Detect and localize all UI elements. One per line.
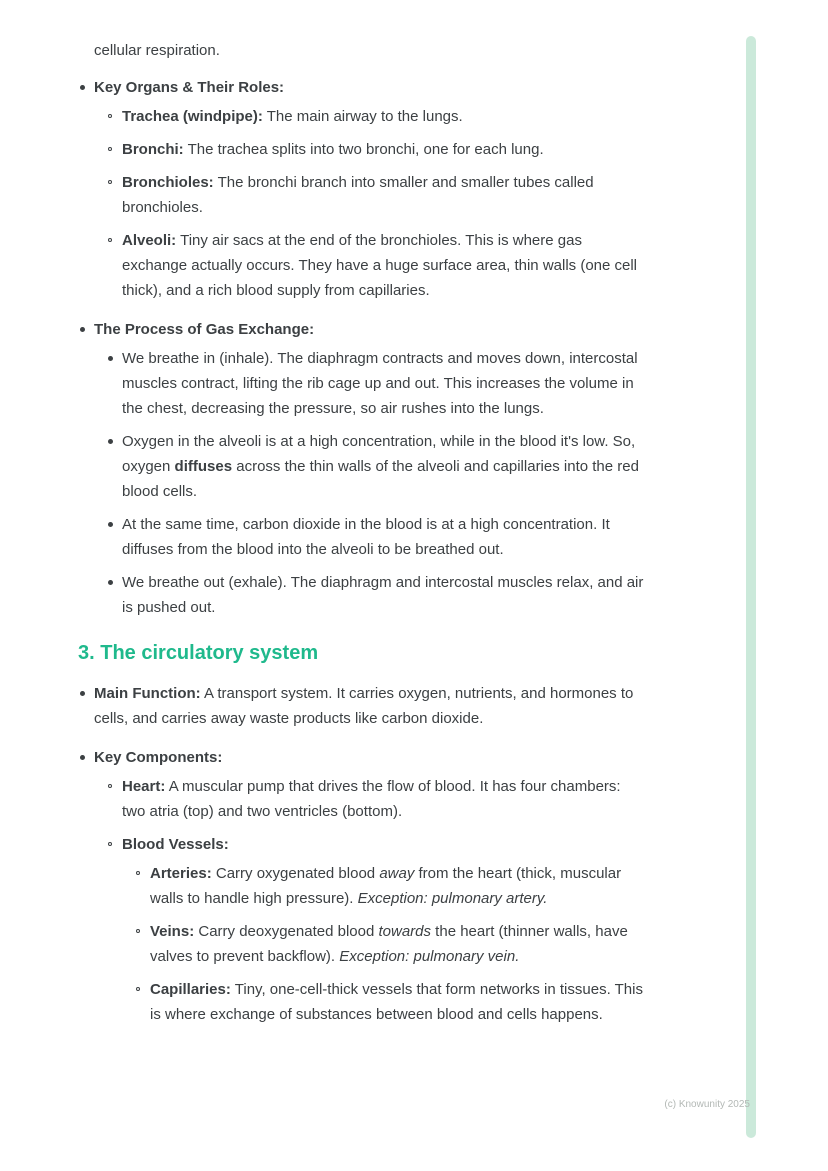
text-segment: A transport system. It carries oxygen, nutrients, and hormones to cells, and carries away waste products like carbon dioxide. [94,685,634,727]
text-segment: Heart: [122,778,166,795]
text-segment: Bronchioles: [122,174,214,191]
list-item-text [122,832,644,857]
bullet-list [106,104,644,303]
text-segment: The Process of Gas Exchange: [94,321,315,338]
text-segment: Exception: pulmonary artery. [357,890,548,907]
list-item [106,137,644,162]
bullet-list [78,75,644,620]
list-item [106,104,644,129]
text-segment: across the thin walls of the alveoli and capillaries into the red blood cells. [122,458,639,500]
section-heading: 3. The circulatory system [78,642,319,664]
list-item [134,861,644,911]
list-item [78,75,644,303]
text-segment: The main airway to the lungs. [262,108,463,125]
bullet-circle-icon [136,929,140,933]
text-segment: Bronchi: [122,141,184,158]
list-item-text [122,429,644,504]
text-segment: Tiny, one-cell-thick vessels that form networks in tissues. This is where exchange of substances between blood and cells happens. [150,981,643,1023]
bullet-circle-icon [108,147,112,151]
bullet-disc-icon [80,691,85,696]
text-segment: Key Components: [94,749,223,766]
text-segment: towards [378,923,432,940]
list-item [106,170,644,220]
list-item [134,919,644,969]
list-item-text [122,228,644,303]
list-item-text [150,919,644,969]
bullet-circle-icon [136,987,140,991]
bullet-disc-icon [108,580,113,585]
text-segment: The bronchi branch into smaller and smaller tubes called bronchioles. [122,174,594,216]
text-segment: Key Organs & Their Roles: [94,79,285,96]
list-item [78,745,644,1027]
bullet-disc-icon [108,356,113,361]
page-edge-highlight-bar [746,36,756,1138]
bullet-list [78,681,644,1027]
paragraph [94,38,644,63]
bullet-circle-icon [108,842,112,846]
list-item [106,228,644,303]
text-segment: We breathe in (inhale). The diaphragm contracts and moves down, intercostal muscles contract, lifting the rib cage up and out. This increases the volume in the chest, decreasing the pressure, so air rushes into the lungs. [122,350,638,417]
text-segment: Carry deoxygenated blood [194,923,379,940]
list-item-text [94,681,644,731]
text-segment: Veins: [150,923,195,940]
text-segment: from the heart (thick, muscular walls to handle high pressure). [150,865,622,907]
list-item-text [122,570,644,620]
list-item [134,977,644,1027]
list-item-text [150,861,644,911]
text-segment: We breathe out (exhale). The diaphragm and intercostal muscles relax, and air is pushed out. [122,574,644,616]
list-item-text [122,137,644,162]
text-segment: Alveoli: [122,232,177,249]
copyright-watermark: (c) Knowunity 2025 [664,1099,750,1110]
text-segment: Arteries: [150,865,212,882]
document-content [78,38,644,1041]
bullet-disc-icon [80,85,85,90]
text-segment: cellular respiration. [94,42,220,59]
bullet-disc-icon [108,522,113,527]
list-item-text [94,745,644,770]
list-item-text [94,75,644,100]
list-item-text [94,317,644,342]
list-item [106,512,644,562]
list-item [78,317,644,620]
list-item [78,681,644,731]
text-segment: Trachea (windpipe): [122,108,263,125]
text-segment: the heart (thinner walls, have valves to prevent backflow). [150,923,628,965]
bullet-circle-icon [108,180,112,184]
text-segment: Capillaries: [150,981,231,998]
text-segment: Exception: pulmonary vein. [339,948,520,965]
text-segment: away [379,865,415,882]
text-segment: A muscular pump that drives the flow of blood. It has four chambers: two atria (top) and two ventricles (bottom). [122,778,621,820]
bullet-list [134,861,644,1027]
bullet-circle-icon [108,114,112,118]
text-segment: The trachea splits into two bronchi, one for each lung. [183,141,544,158]
list-item-text [122,774,644,824]
bullet-list [106,346,644,620]
text-segment: Tiny air sacs at the end of the bronchioles. This is where gas exchange actually occurs. They have a huge surface area, thin walls (one cell thick), and a rich blood supply from capillaries. [122,232,638,299]
bullet-circle-icon [108,784,112,788]
list-item-text [150,977,644,1027]
list-item-text [122,104,644,129]
list-item-text [122,512,644,562]
bullet-disc-icon [80,755,85,760]
bullet-circle-icon [136,871,140,875]
list-item [106,774,644,824]
text-segment: Main Function: [94,685,201,702]
bullet-disc-icon [108,439,113,444]
list-item [106,570,644,620]
text-segment: At the same time, carbon dioxide in the blood is at a high concentration. It diffuses from the blood into the alveoli to be breathed out. [122,516,610,558]
list-item [106,346,644,421]
text-segment: diffuses [174,458,233,475]
list-item [106,832,644,1027]
list-item [106,429,644,504]
bullet-disc-icon [80,327,85,332]
list-item-text [122,170,644,220]
bullet-circle-icon [108,238,112,242]
text-segment: Oxygen in the alveoli is at a high concentration, while in the blood it's low. So, oxygen [122,433,636,475]
list-item-text [122,346,644,421]
bullet-list [106,774,644,1027]
text-segment: Blood Vessels: [122,836,229,853]
text-segment: Carry oxygenated blood [211,865,380,882]
